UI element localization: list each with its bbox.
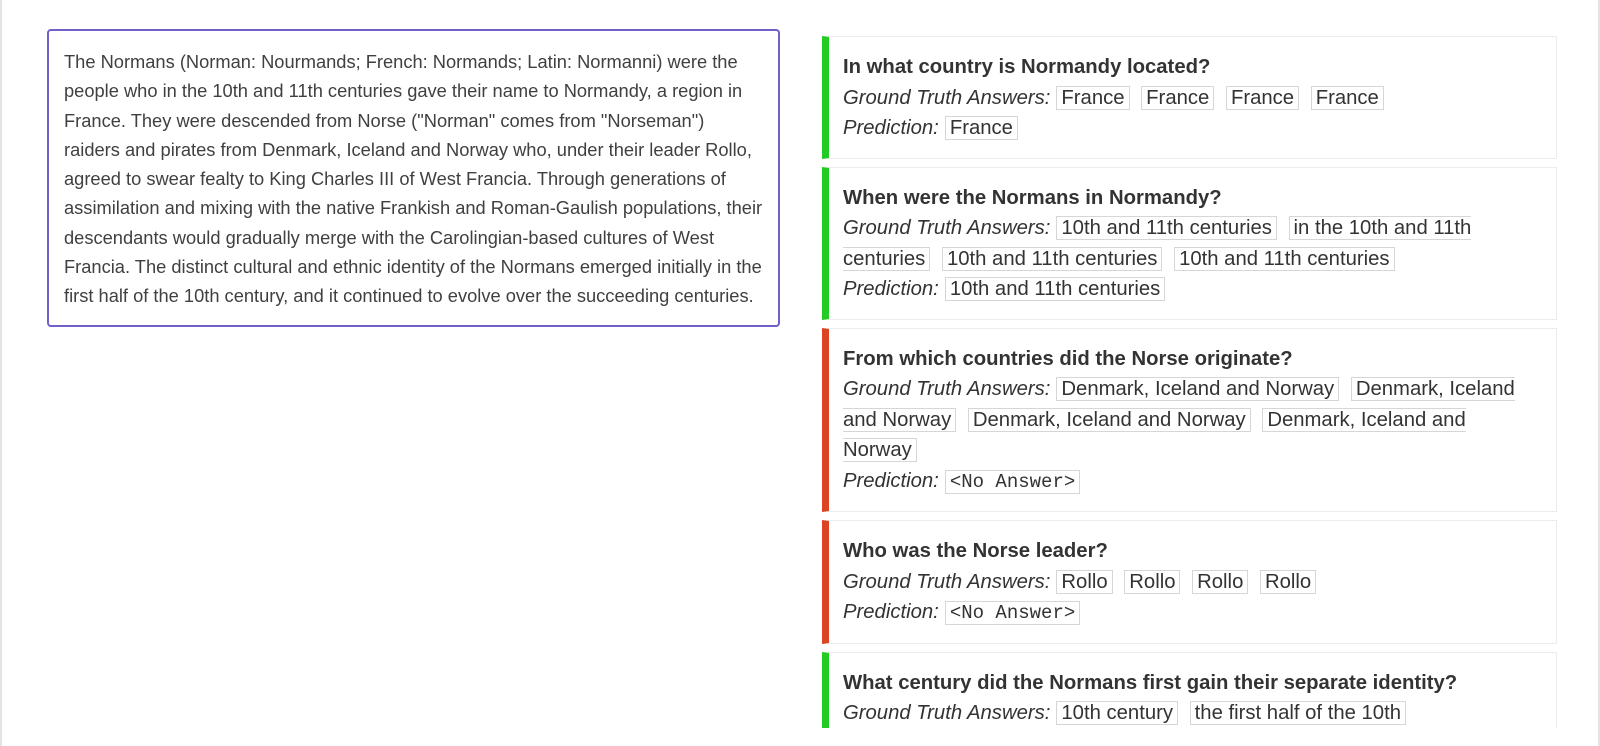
qa-card — [822, 520, 1557, 644]
answer-chip: France — [1056, 86, 1129, 110]
ground-truth-label: Ground Truth Answers: — [843, 378, 1051, 400]
ground-truth-row — [843, 213, 1546, 274]
prediction-chip: <No Answer> — [945, 470, 1080, 494]
answer-chip: 10th and 11th centuries — [942, 247, 1162, 271]
qa-list[interactable] — [822, 36, 1557, 728]
answer-chip: 10th century — [1056, 701, 1178, 725]
answer-chip: France — [1311, 86, 1384, 110]
ground-truth-row — [843, 567, 1546, 598]
prediction-chip: France — [945, 116, 1018, 140]
prediction-label: Prediction: — [843, 469, 939, 492]
prediction-row — [843, 274, 1546, 305]
prediction-row — [843, 597, 1546, 629]
prediction-chip: <No Answer> — [945, 601, 1080, 625]
question-title: When were the Normans in Normandy? — [843, 186, 1222, 209]
ground-truth-label: Ground Truth Answers: — [843, 702, 1051, 724]
answer-chip: Rollo — [1124, 570, 1180, 594]
question-title: From which countries did the Norse originate? — [843, 347, 1293, 370]
answer-chip: 10th and 11th centuries — [1056, 216, 1276, 240]
prediction-label: Prediction: — [843, 601, 939, 623]
prediction-label: Prediction: — [843, 278, 939, 300]
prediction-chip: 10th and 11th centuries — [945, 277, 1165, 301]
question-title: What century did the Normans first gain their separate identity? — [843, 671, 1458, 694]
answer-chip: Rollo — [1260, 570, 1316, 594]
answer-chip: 10th and 11th centuries — [1174, 247, 1394, 271]
ground-truth-row — [843, 83, 1546, 114]
ground-truth-row — [843, 374, 1546, 466]
question-title: In what country is Normandy located? — [843, 56, 1211, 78]
qa-card — [822, 652, 1557, 729]
prediction-label: Prediction: — [843, 117, 939, 139]
answer-chip: France — [1226, 86, 1299, 110]
answer-chip: Denmark, Iceland and Norway — [843, 408, 1466, 461]
qa-card — [822, 167, 1557, 320]
context-passage — [47, 29, 780, 327]
qa-card — [822, 328, 1557, 513]
ground-truth-row — [843, 698, 1546, 728]
ground-truth-label: Ground Truth Answers: — [843, 86, 1051, 109]
answer-chip: Denmark, Iceland and Norway — [968, 408, 1251, 432]
ground-truth-label: Ground Truth Answers: — [843, 570, 1051, 593]
prediction-row — [843, 113, 1546, 144]
answer-chip: France — [1141, 86, 1214, 110]
qa-card — [822, 36, 1557, 159]
question-title: Who was the Norse leader? — [843, 540, 1108, 562]
answer-chip: the first half of the 10th — [1190, 701, 1406, 725]
answer-chip: Denmark, Iceland and Norway — [843, 378, 1515, 431]
prediction-row — [843, 466, 1546, 498]
answer-chip: in the 10th and 11th centuries — [843, 217, 1472, 270]
answer-chip: Denmark, Iceland and Norway — [1056, 377, 1339, 401]
answer-chip: Rollo — [1192, 570, 1248, 594]
answer-chip: Rollo — [1056, 570, 1112, 594]
context-text: The Normans (Norman: Nourmands; French: Normands; Latin: Normanni) were the people who in the 10th and 11th centuries gave their name to Normandy, a region in France. They were descended from Norse ("Norman" comes from "Norseman") raiders and pirates from Denmark, Iceland and Norway who, under their leader Rollo, agreed to swear fealty to King Charles III of West Francia. Through generations of assimilation and mixing with the native Frankish and Roman-Gaulish populations, their descendants would gradually merge with the Carolingian-based cultures of West Francia. The distinct cultural and ethnic identity of the Normans emerged initially in the first half of the 10th century, and it continued to evolve over the succeeding centuries. — [64, 51, 763, 307]
ground-truth-label: Ground Truth Answers: — [843, 217, 1051, 239]
